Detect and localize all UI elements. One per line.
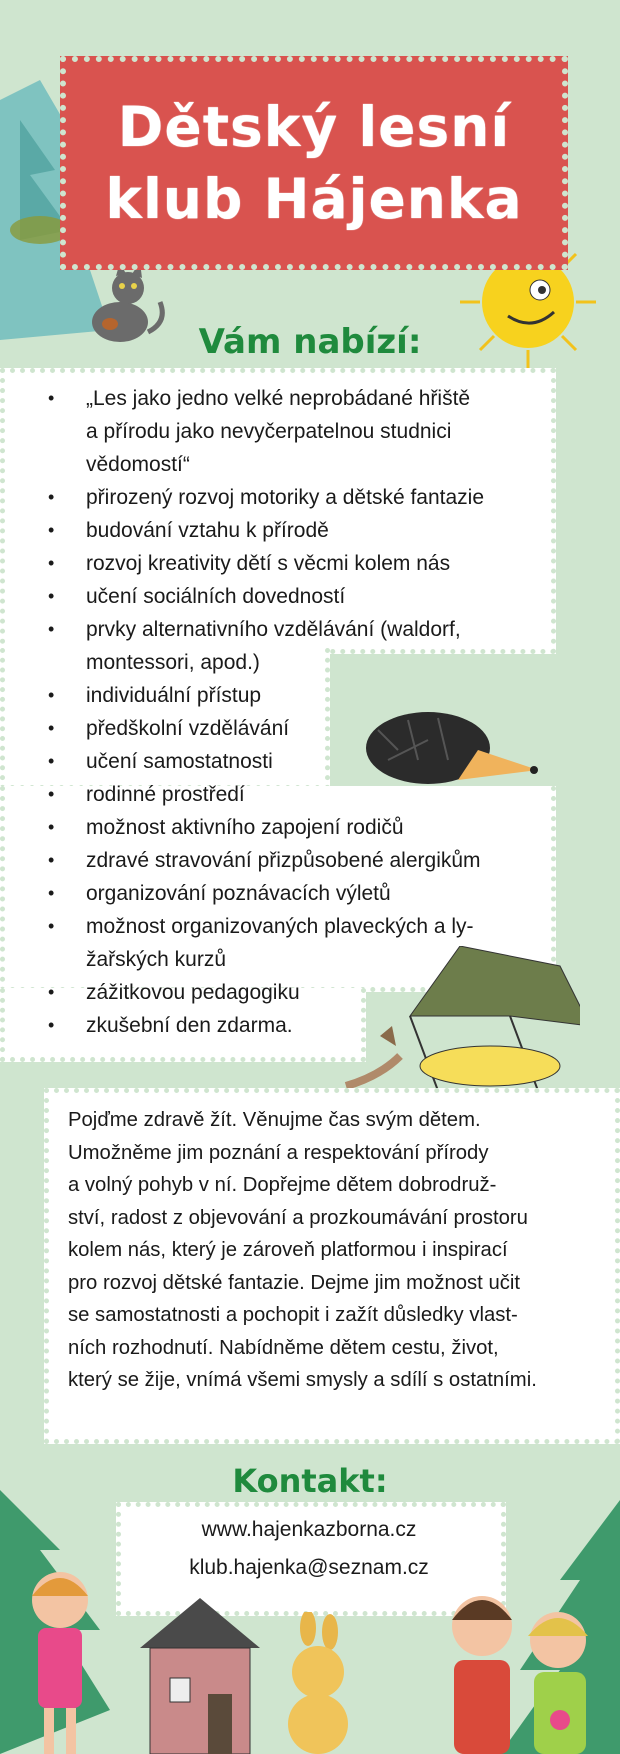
list-item: • zdravé stravování přizpůsobené alergikům bbox=[40, 844, 560, 877]
children-illustration bbox=[430, 1580, 610, 1754]
title-line-2: klub Hájenka bbox=[105, 167, 523, 231]
description-line: pro rozvoj dětské fantazie. Dejme jim možnost učit bbox=[68, 1271, 521, 1294]
list-item: • individuální přístup bbox=[40, 679, 560, 712]
list-item: • možnost aktivního zapojení rodičů bbox=[40, 811, 560, 844]
description-line: ních rozhodnutí. Nabídněme dětem cestu, život, bbox=[68, 1336, 499, 1359]
list-item: • zážitkovou pedagogiku bbox=[40, 976, 560, 1009]
description-paragraph bbox=[68, 1104, 608, 1397]
list-item: • možnost organizovaných plaveckých a ly- bbox=[40, 910, 560, 943]
description-line: a volný pohyb v ní. Dopřejme dětem dobrodruž- bbox=[68, 1174, 497, 1196]
list-item: • zkušební den zdarma. bbox=[40, 1009, 560, 1042]
description-line: Umožněme jim poznání a respektování přírody bbox=[68, 1141, 489, 1164]
list-item-continuation: vědomostí“ bbox=[86, 453, 190, 476]
list-item: • rodinné prostředí bbox=[40, 778, 560, 811]
list-item: • rozvoj kreativity dětí s věcmi kolem nás bbox=[40, 547, 560, 580]
title-line-1: Dětský lesní bbox=[117, 95, 511, 159]
list-item: • prvky alternativního vzdělávání (waldorf, bbox=[40, 613, 560, 646]
list-item: • učení sociálních dovedností bbox=[40, 580, 560, 613]
list-item-continuation: a přírodu jako nevyčerpatelnou studnici bbox=[86, 420, 452, 443]
list-item: • „Les jako jedno velké neprobádané hřiště bbox=[40, 382, 560, 415]
website-link[interactable]: www.hajenkazborna.cz bbox=[201, 1518, 417, 1541]
list-item: • organizování poznávacích výletů bbox=[40, 877, 560, 910]
offers-heading: Vám nabízí: bbox=[198, 322, 422, 362]
contact-heading: Kontakt: bbox=[232, 1462, 388, 1500]
house-illustration bbox=[140, 1598, 260, 1754]
email-link[interactable]: klub.hajenka@seznam.cz bbox=[189, 1556, 429, 1579]
list-item: • přirozený rozvoj motoriky a dětské fantazie bbox=[40, 481, 560, 514]
offers-list bbox=[40, 382, 560, 1042]
list-item: • předškolní vzdělávání bbox=[40, 712, 560, 745]
description-line: který se žije, vnímá všemi smysly a sdílí s ostatními. bbox=[68, 1369, 537, 1391]
description-line: Pojďme zdravě žít. Věnujme čas svým dětem. bbox=[68, 1109, 481, 1131]
list-item: • učení samostatnosti bbox=[40, 745, 560, 778]
description-line: ství, radost z objevování a prozkoumávání prostoru bbox=[68, 1206, 528, 1229]
list-item-continuation: žařských kurzů bbox=[86, 948, 227, 971]
title-stamp bbox=[60, 56, 568, 270]
girl-illustration bbox=[20, 1560, 100, 1754]
rabbit-illustration bbox=[268, 1612, 358, 1754]
description-line: se samostatnosti a pochopit i zažít důsledky vlast- bbox=[68, 1304, 518, 1326]
description-line: kolem nás, který je zároveň platformou i inspirací bbox=[68, 1239, 508, 1261]
list-item: • budování vztahu k přírodě bbox=[40, 514, 560, 547]
list-item-continuation: montessori, apod.) bbox=[86, 651, 260, 674]
